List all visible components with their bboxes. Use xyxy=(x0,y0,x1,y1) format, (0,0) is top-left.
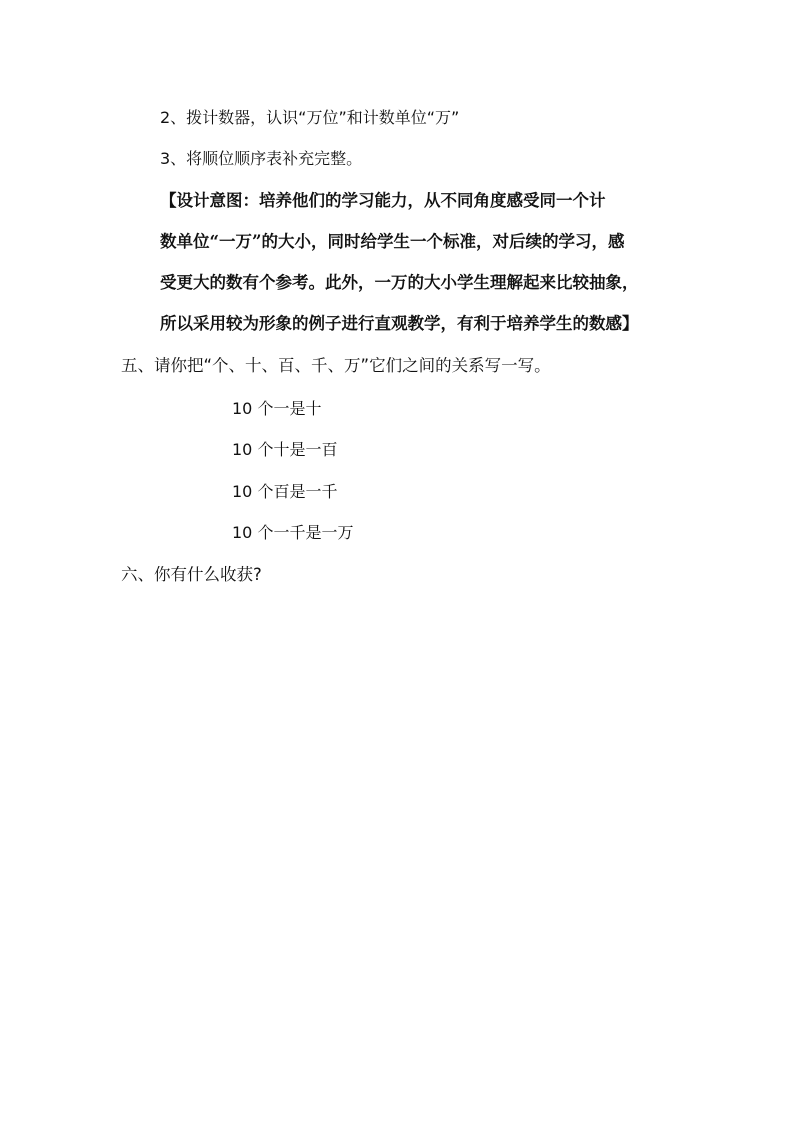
relation-line-4: 10 个一千是一万 xyxy=(232,523,354,542)
section-six-title: 六、你有什么收获? xyxy=(121,565,262,584)
step-3-text: 3、将顺位顺序表补充完整。 xyxy=(160,149,363,168)
design-intent-line-3: 受更大的数有个参考。此外，一万的大小学生理解起来比较抽象， xyxy=(160,273,639,292)
relation-line-3: 10 个百是一千 xyxy=(232,482,338,501)
design-intent-line-4: 所以采用较为形象的例子进行直观教学，有利于培养学生的数感】 xyxy=(160,314,639,333)
relation-line-1: 10 个一是十 xyxy=(232,399,322,418)
section-five-title: 五、请你把“个、十、百、千、万”它们之间的关系写一写。 xyxy=(121,356,551,375)
design-intent-line-2: 数单位“一万”的大小，同时给学生一个标准，对后续的学习，感 xyxy=(160,232,625,251)
design-intent-line-1: 【设计意图：培养他们的学习能力，从不同角度感受同一个计 xyxy=(160,191,606,210)
relation-line-2: 10 个十是一百 xyxy=(232,440,338,459)
step-2-text: 2、拨计数器，认识“万位”和计数单位“万” xyxy=(160,108,460,127)
